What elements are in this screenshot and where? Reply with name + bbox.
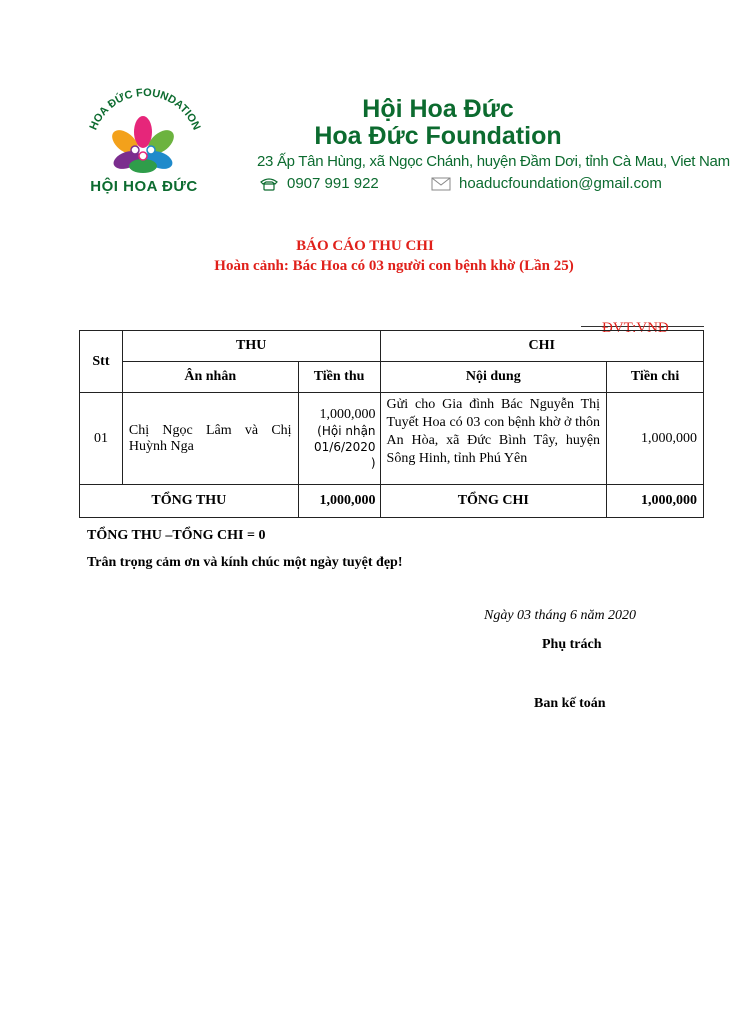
- tien-thu-amount: 1,000,000: [319, 406, 376, 422]
- logo-arc-text: HOA ĐỨC FOUNDATION: [87, 86, 203, 132]
- row-noi-dung: Gửi cho Gia đình Bác Nguyễn Thị Tuyết Hoa có 03 con bệnh khờ ở thôn An Hòa, xã Đức Bình Tây, huyện Sông Hinh, tỉnh Phú Yên: [380, 393, 607, 485]
- total-thu-label: TỔNG THU: [80, 485, 299, 518]
- tien-thu-note-1: (Hội nhận: [317, 423, 376, 438]
- report-date: Ngày 03 tháng 6 năm 2020: [484, 608, 637, 623]
- lotus-logo-icon: [79, 86, 207, 186]
- row-an-nhan: Chị Ngọc Lâm và Chị Huỳnh Nga: [122, 393, 298, 485]
- responsible-label: Phụ trách: [542, 637, 602, 652]
- row-stt: 01: [80, 393, 123, 485]
- col-tien-chi-header: Tiền chi: [607, 362, 704, 393]
- org-address: 23 Ấp Tân Hùng, xã Ngọc Chánh, huyện Đầm Dơi, tỉnh Cà Mau, Viet Nam: [257, 153, 730, 170]
- logo-bottom-text: HỘI HOA ĐỨC: [90, 178, 198, 195]
- currency-unit: ĐVT:VNĐ: [602, 320, 669, 336]
- group-chi-header: CHI: [380, 331, 703, 362]
- department-signature: Ban kế toán: [534, 696, 606, 711]
- email-address: hoaducfoundation@gmail.com: [459, 175, 662, 192]
- org-name-en: Hoa Đức Foundation: [314, 122, 562, 150]
- col-stt-header: Stt: [80, 331, 123, 393]
- col-an-nhan-header: Ân nhân: [122, 362, 298, 393]
- telephone-icon: [259, 177, 279, 191]
- col-noi-dung-header: Nội dung: [380, 362, 607, 393]
- table-row: [80, 393, 704, 485]
- report-title: BÁO CÁO THU CHI: [296, 238, 434, 254]
- row-tien-thu: [298, 393, 380, 485]
- table-total-row: [80, 485, 704, 518]
- thanks-message: Trân trọng cảm ơn và kính chúc một ngày tuyệt đẹp!: [87, 555, 403, 570]
- header-banner: [79, 80, 730, 212]
- balance-statement: TỔNG THU –TỔNG CHI = 0: [87, 528, 266, 543]
- table-group-header-row: [80, 331, 704, 362]
- envelope-icon: [431, 177, 451, 191]
- table-column-header-row: [80, 362, 704, 393]
- col-tien-thu-header: Tiền thu: [298, 362, 380, 393]
- group-thu-header: THU: [122, 331, 380, 362]
- phone-number: 0907 991 922: [287, 175, 379, 192]
- total-thu-value: 1,000,000: [298, 485, 380, 518]
- row-tien-chi: 1,000,000: [607, 393, 704, 485]
- total-chi-value: 1,000,000: [607, 485, 704, 518]
- report-subtitle: Hoàn cảnh: Bác Hoa có 03 người con bệnh khờ (Lần 25): [214, 258, 574, 274]
- income-expense-table: [79, 330, 704, 518]
- org-phone: [259, 175, 379, 192]
- tien-thu-note-3: ): [370, 455, 376, 470]
- total-chi-label: TỔNG CHI: [380, 485, 607, 518]
- tien-thu-note-2: 01/6/2020: [314, 439, 376, 454]
- org-email: [431, 175, 662, 192]
- org-name-vi: Hội Hoa Đức: [362, 95, 514, 123]
